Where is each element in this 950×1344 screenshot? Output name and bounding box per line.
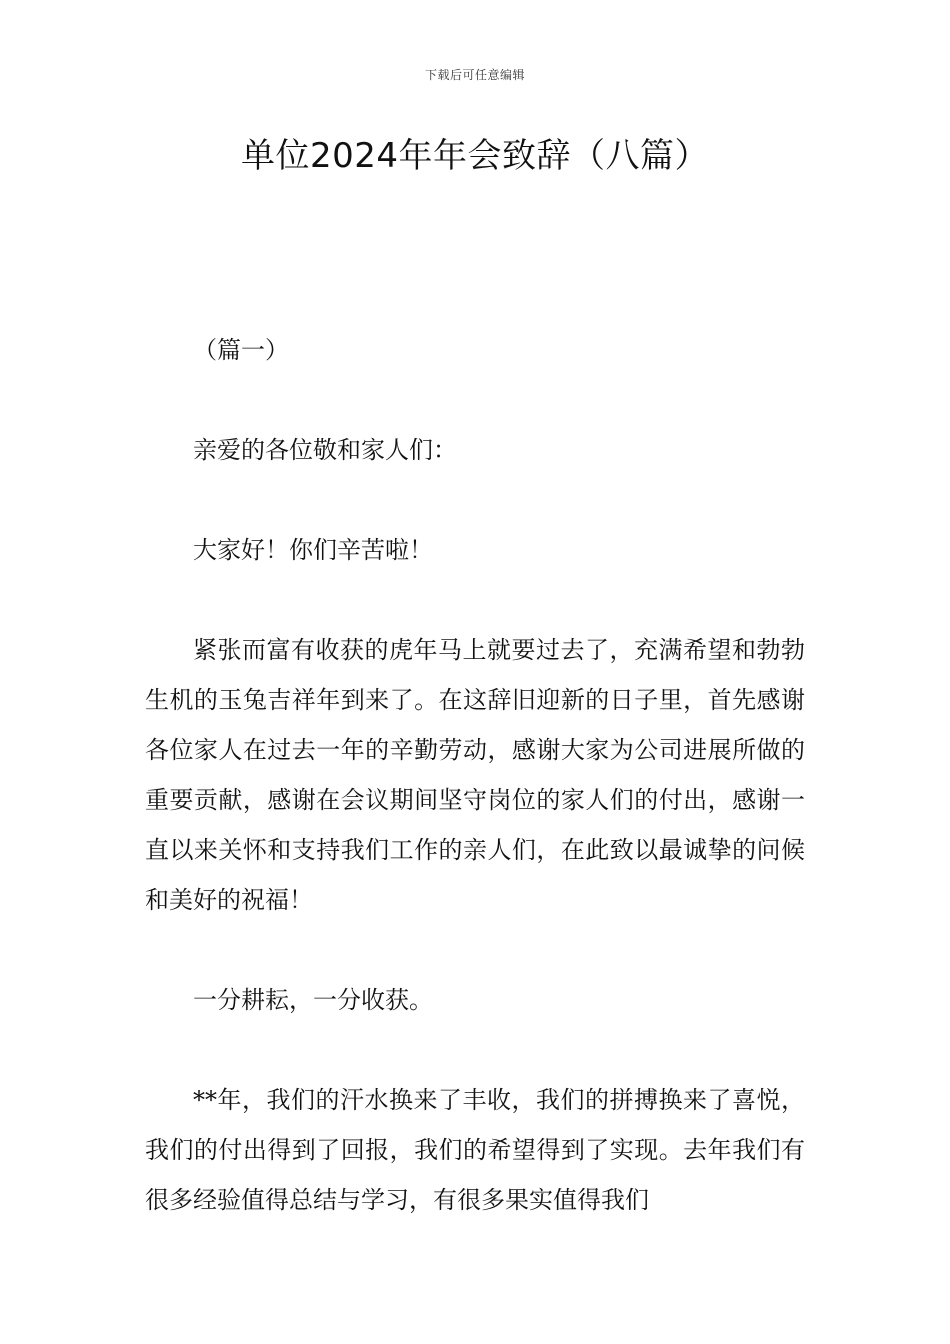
document-body <box>145 325 805 1225</box>
section-label: （篇一） <box>193 336 289 364</box>
document-title: 单位2024年年会致辞（八篇） <box>240 136 710 176</box>
paragraph-hello: 大家好！你们辛苦啦！ <box>193 536 433 564</box>
paragraph-proverb: 一分耕耘，一分收获。 <box>193 986 433 1014</box>
header-note: 下载后可任意编辑 <box>424 68 525 82</box>
paragraph-thanks: 紧张而富有收获的虎年马上就要过去了，充满希望和勃勃生机的玉兔吉祥年到来了。在这辞旧迎新的日子里，首先感谢各位家人在过去一年的辛勤劳动，感谢大家为公司进展所做的重要贡献，感谢在会议期间坚守岗位的家人们的付出，感谢一直以来关怀和支持我们工作的亲人们，在此致以最诚挚的问候和美好的祝福！ <box>145 636 805 914</box>
paragraph-review: **年，我们的汗水换来了丰收，我们的拼搏换来了喜悦，我们的付出得到了回报，我们的希望得到了实现。去年我们有很多经验值得总结与学习，有很多果实值得我们 <box>145 1086 805 1214</box>
paragraph-greeting: 亲爱的各位敬和家人们： <box>193 436 457 464</box>
